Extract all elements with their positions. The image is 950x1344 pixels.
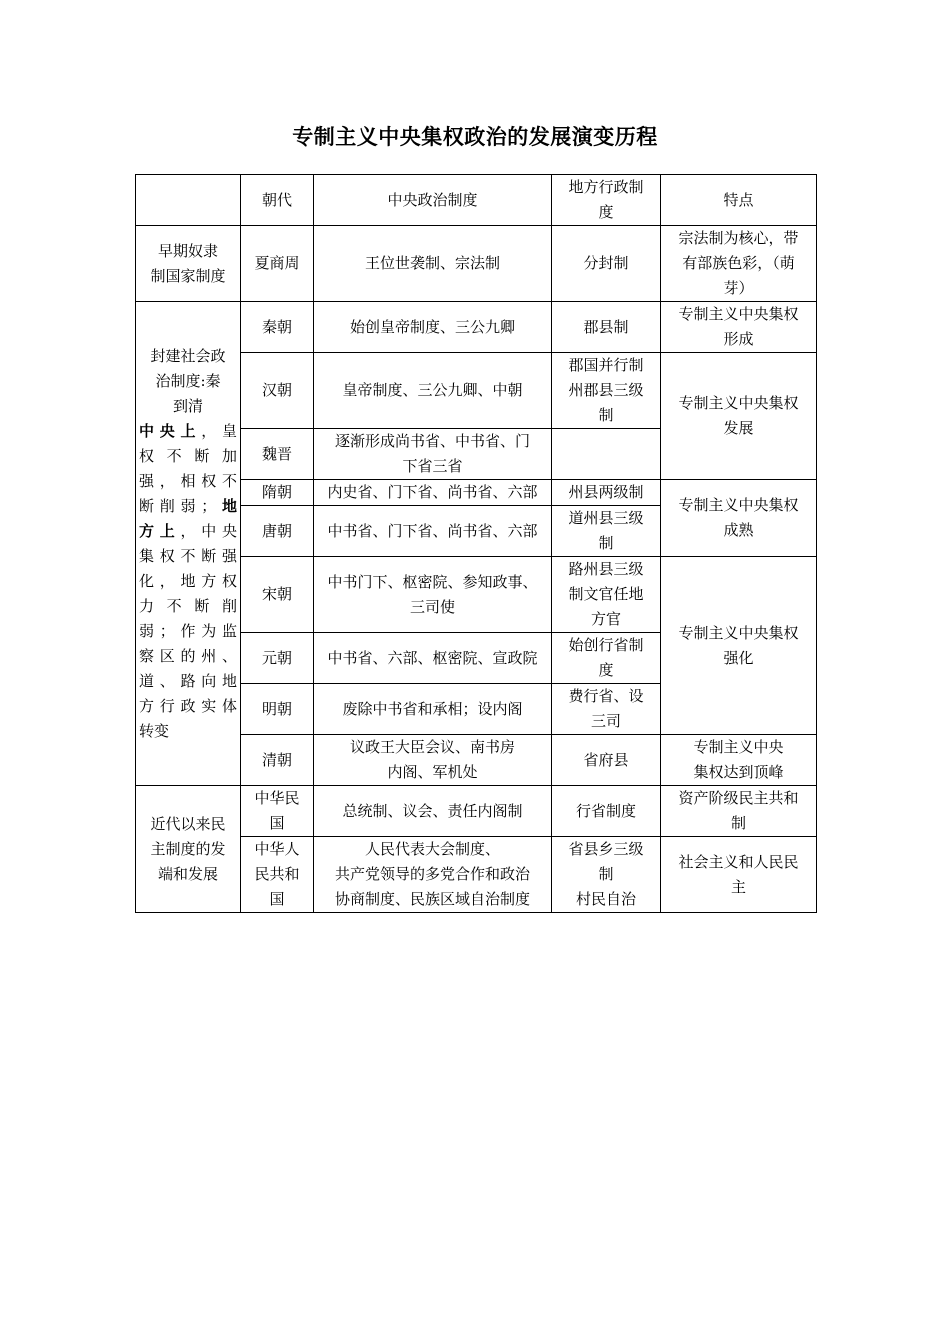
dynasty-sui: 隋朝 (241, 480, 314, 506)
local-prc: 省县乡三级 制 村民自治 (552, 837, 661, 913)
header-local-system: 地方行政制 度 (552, 175, 661, 226)
central-qin: 始创皇帝制度、三公九卿 (314, 302, 552, 353)
central-prc: 人民代表大会制度、 共产党领导的多党合作和政治 协商制度、民族区域自治制度 (314, 837, 552, 913)
local-qing: 省府县 (552, 735, 661, 786)
local-han: 郡国并行制 州郡县三级 制 (552, 353, 661, 429)
dynasty-prc: 中华人 民共和 国 (241, 837, 314, 913)
central-qing: 议政王大臣会议、南书房 内阁、军机处 (314, 735, 552, 786)
table-row-early (136, 226, 817, 302)
central-roc: 总统制、议会、责任内阁制 (314, 786, 552, 837)
header-central-system: 中央政治制度 (314, 175, 552, 226)
header-blank-cell (136, 175, 241, 226)
local-qin: 郡县制 (552, 302, 661, 353)
header-dynasty: 朝代 (241, 175, 314, 226)
table-header-row (136, 175, 817, 226)
dynasty-xiashangzhou: 夏商周 (241, 226, 314, 302)
local-xiashangzhou: 分封制 (552, 226, 661, 302)
feature-prc: 社会主义和人民民 主 (661, 837, 817, 913)
category-feudal: 封建社会政 治制度:秦 到清 中央上，皇 权不断加 强，相权不 断削弱；地 方上，中央 集权不断强 化，地方权 力不断削 弱；作为监 察区的州、 道、路向地 方行政实体 转变 (136, 302, 241, 786)
evolution-table (135, 174, 817, 913)
local-song: 路州县三级 制文官任地 方官 (552, 557, 661, 633)
local-yuan: 始创行省制 度 (552, 633, 661, 684)
central-weijin: 逐渐形成尚书省、中书省、门 下省三省 (314, 429, 552, 480)
central-yuan: 中书省、六部、枢密院、宣政院 (314, 633, 552, 684)
table-row-qin (136, 302, 817, 353)
dynasty-qin: 秦朝 (241, 302, 314, 353)
dynasty-yuan: 元朝 (241, 633, 314, 684)
dynasty-qing: 清朝 (241, 735, 314, 786)
feature-song-yuan-ming: 专制主义中央集权 强化 (661, 557, 817, 735)
central-xiashangzhou: 王位世袭制、宗法制 (314, 226, 552, 302)
local-ming: 费行省、设 三司 (552, 684, 661, 735)
local-tang: 道州县三级 制 (552, 506, 661, 557)
central-tang: 中书省、门下省、尚书省、六部 (314, 506, 552, 557)
central-song: 中书门下、枢密院、参知政事、 三司使 (314, 557, 552, 633)
central-han: 皇帝制度、三公九卿、中朝 (314, 353, 552, 429)
local-roc: 行省制度 (552, 786, 661, 837)
dynasty-roc: 中华民 国 (241, 786, 314, 837)
feature-early: 宗法制为核心，带 有部族色彩，（萌 芽） (661, 226, 817, 302)
feature-qing: 专制主义中央 集权达到顶峰 (661, 735, 817, 786)
feature-qin: 专制主义中央集权 形成 (661, 302, 817, 353)
header-feature: 特点 (661, 175, 817, 226)
feature-sui-tang: 专制主义中央集权 成熟 (661, 480, 817, 557)
dynasty-weijin: 魏晋 (241, 429, 314, 480)
central-ming: 废除中书省和承相；设内阁 (314, 684, 552, 735)
table-row-roc (136, 786, 817, 837)
feature-han-weijin: 专制主义中央集权 发展 (661, 353, 817, 480)
dynasty-ming: 明朝 (241, 684, 314, 735)
category-modern: 近代以来民 主制度的发 端和发展 (136, 786, 241, 913)
dynasty-tang: 唐朝 (241, 506, 314, 557)
dynasty-han: 汉朝 (241, 353, 314, 429)
local-weijin (552, 429, 661, 480)
page-title: 专制主义中央集权政治的发展演变历程 (292, 125, 658, 149)
central-sui: 内史省、门下省、尚书省、六部 (314, 480, 552, 506)
feature-roc: 资产阶级民主共和 制 (661, 786, 817, 837)
dynasty-song: 宋朝 (241, 557, 314, 633)
category-early: 早期奴隶 制国家制度 (136, 226, 241, 302)
local-sui: 州县两级制 (552, 480, 661, 506)
